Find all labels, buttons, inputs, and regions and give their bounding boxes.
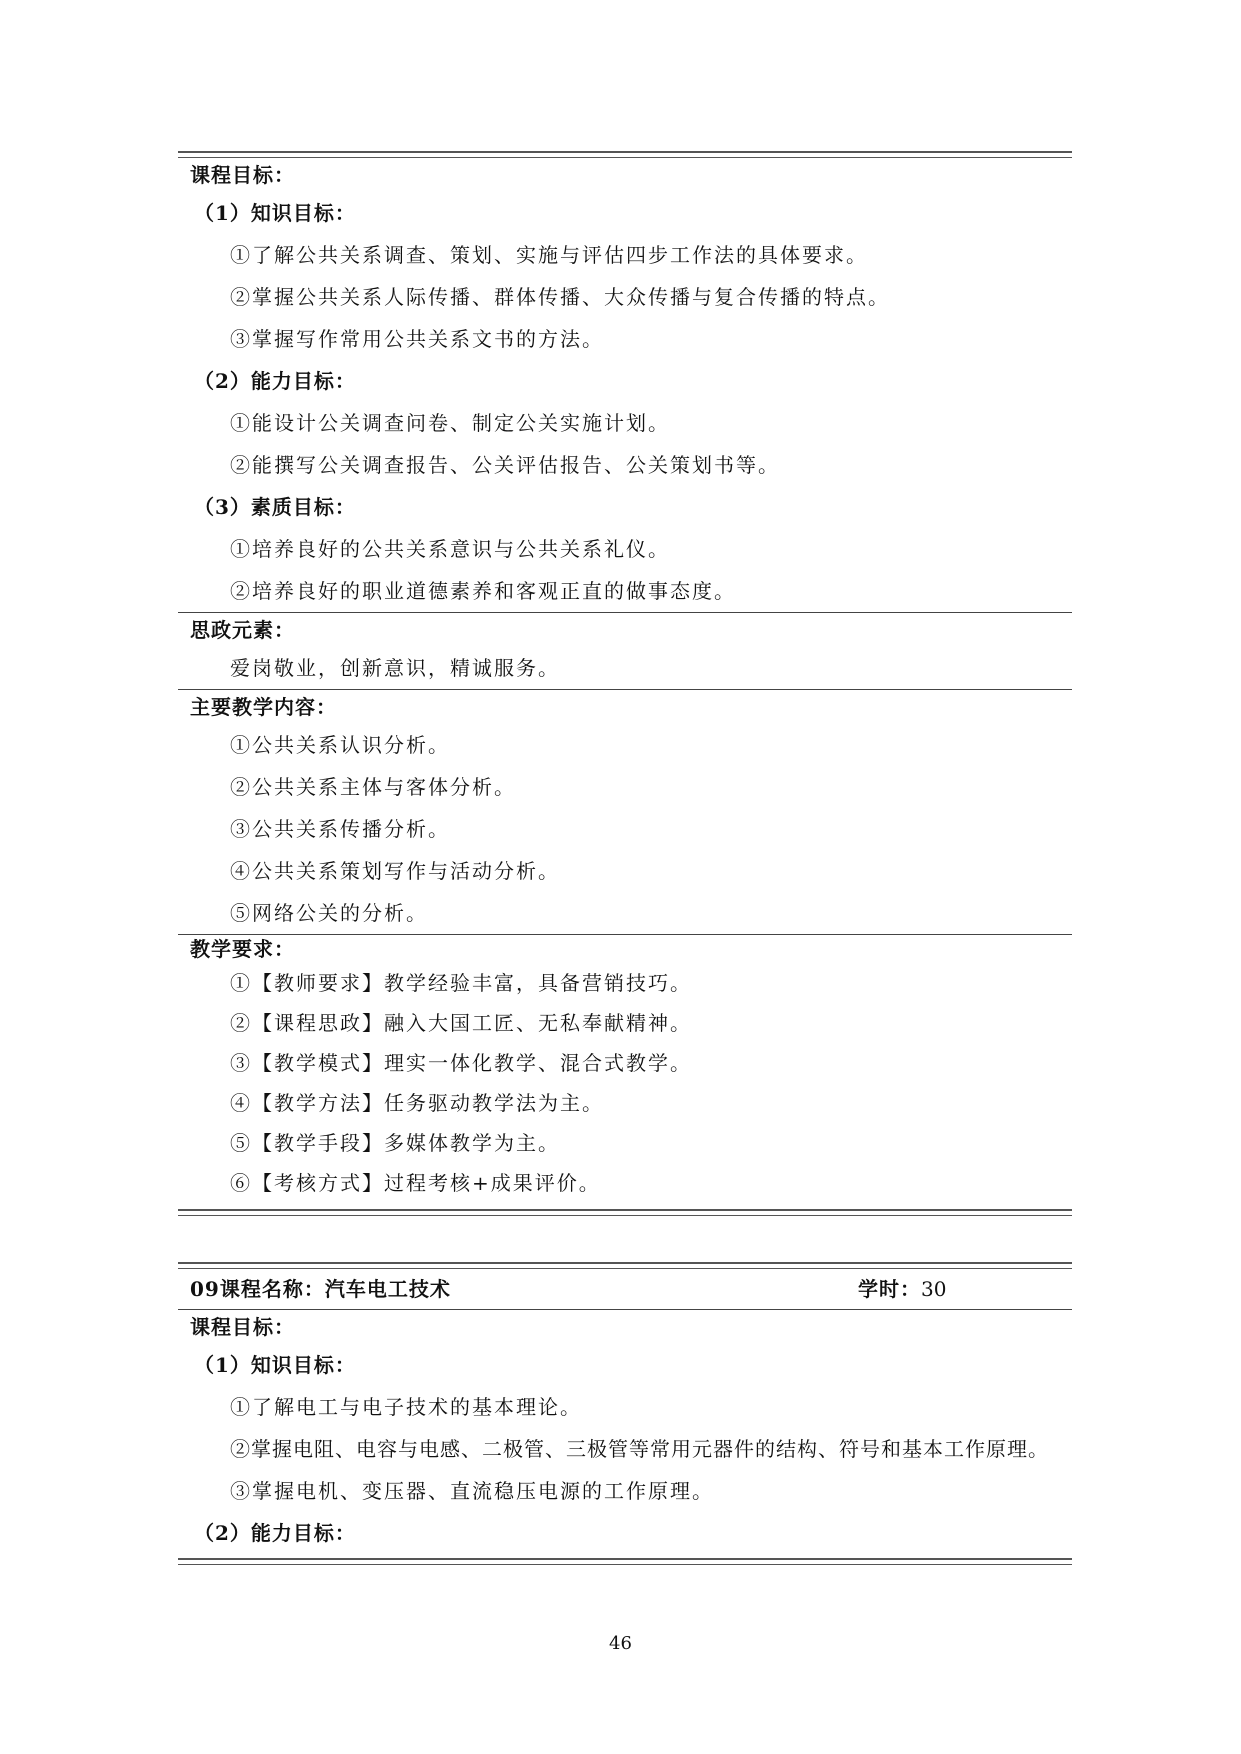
table-top-rule bbox=[178, 1262, 1072, 1269]
quality-item: ①培养良好的公共关系意识与公共关系礼仪。 bbox=[230, 537, 670, 561]
requirement-item: ③【教学模式】理实一体化教学、混合式教学。 bbox=[230, 1051, 692, 1075]
ability-heading: （2）能力目标： bbox=[194, 369, 356, 393]
knowledge-item: ②掌握公共关系人际传播、群体传播、大众传播与复合传播的特点。 bbox=[230, 285, 890, 309]
objectives-heading: 课程目标： bbox=[190, 1315, 295, 1339]
page-number: 46 bbox=[609, 1633, 632, 1654]
requirement-item: ⑤【教学手段】多媒体教学为主。 bbox=[230, 1131, 560, 1155]
page-content bbox=[178, 151, 1072, 1565]
requirement-item: ①【教师要求】教学经验丰富，具备营销技巧。 bbox=[230, 971, 692, 995]
ideology-text: 爱岗敬业，创新意识，精诚服务。 bbox=[230, 656, 560, 680]
requirement-item: ⑥【考核方式】过程考核+成果评价。 bbox=[230, 1171, 601, 1195]
knowledge-item: ③掌握电机、变压器、直流稳压电源的工作原理。 bbox=[230, 1479, 714, 1503]
content-item: ③公共关系传播分析。 bbox=[230, 817, 450, 841]
content-item: ②公共关系主体与客体分析。 bbox=[230, 775, 516, 799]
hours-label: 学时： bbox=[858, 1277, 921, 1301]
ability-heading: （2）能力目标： bbox=[194, 1521, 356, 1545]
table-top-rule bbox=[178, 151, 1072, 158]
knowledge-item: ②掌握电阻、电容与电感、二极管、三极管等常用元器件的结构、符号和基本工作原理。 bbox=[230, 1437, 1049, 1461]
quality-heading: （3）素质目标： bbox=[194, 495, 356, 519]
objectives-heading: 课程目标： bbox=[190, 163, 295, 187]
knowledge-item: ①了解电工与电子技术的基本理论。 bbox=[230, 1395, 582, 1419]
ability-item: ②能撰写公关调查报告、公关评估报告、公关策划书等。 bbox=[230, 453, 780, 477]
course-name-label: 课程名称： bbox=[219, 1277, 325, 1301]
content-item: ⑤网络公关的分析。 bbox=[230, 901, 428, 925]
block-gap bbox=[178, 1216, 1072, 1262]
content-item: ①公共关系认识分析。 bbox=[230, 733, 450, 757]
course-title-row bbox=[178, 1269, 1072, 1309]
hours-value: 30 bbox=[921, 1277, 947, 1301]
ability-item: ①能设计公关调查问卷、制定公关实施计划。 bbox=[230, 411, 670, 435]
requirement-item: ④【教学方法】任务驱动教学法为主。 bbox=[230, 1091, 604, 1115]
table-bottom-rule bbox=[178, 1558, 1072, 1565]
course-number: 09 bbox=[190, 1277, 220, 1301]
knowledge-heading: （1）知识目标： bbox=[194, 1353, 356, 1377]
ideology-heading: 思政元素： bbox=[190, 618, 295, 642]
content-item: ④公共关系策划写作与活动分析。 bbox=[230, 859, 560, 883]
knowledge-heading: （1）知识目标： bbox=[194, 201, 356, 225]
course-name: 汽车电工技术 bbox=[324, 1277, 451, 1301]
requirement-item: ②【课程思政】融入大国工匠、无私奉献精神。 bbox=[230, 1011, 692, 1035]
quality-item: ②培养良好的职业道德素养和客观正直的做事态度。 bbox=[230, 579, 736, 603]
content-heading: 主要教学内容： bbox=[190, 695, 337, 719]
knowledge-item: ①了解公共关系调查、策划、实施与评估四步工作法的具体要求。 bbox=[230, 243, 868, 267]
knowledge-item: ③掌握写作常用公共关系文书的方法。 bbox=[230, 327, 604, 351]
course-hours bbox=[858, 1269, 946, 1309]
table-bottom-rule bbox=[178, 1209, 1072, 1216]
requirements-heading: 教学要求： bbox=[190, 937, 295, 961]
